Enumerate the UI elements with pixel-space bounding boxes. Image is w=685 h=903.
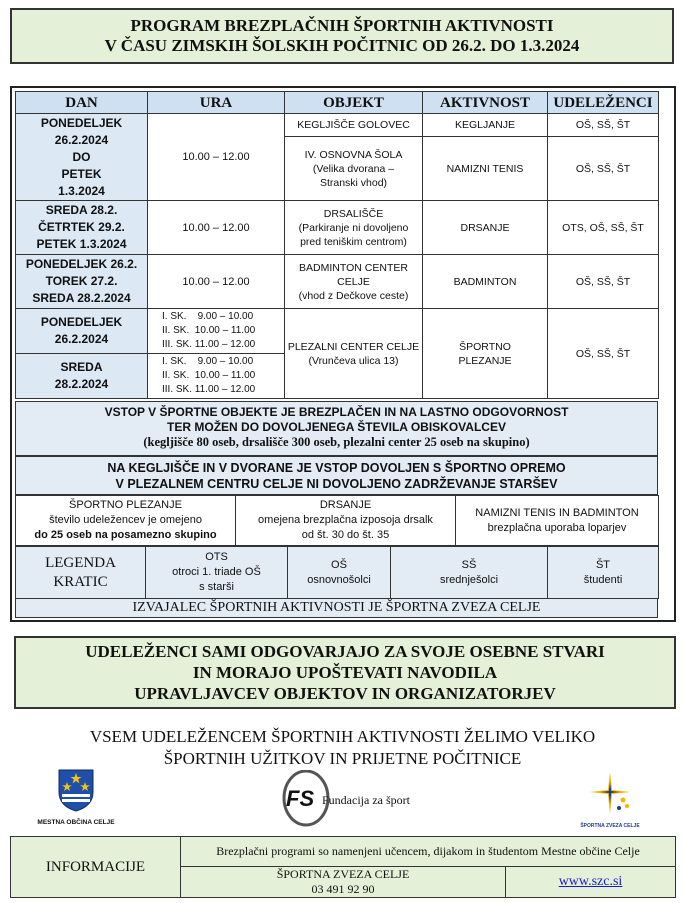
table-row [16, 255, 659, 309]
header-dan: DAN [16, 92, 148, 114]
info-phone: 03 491 92 90 [311, 882, 375, 896]
warning-box [14, 636, 676, 709]
header-ura: URA [148, 92, 285, 114]
venue-cell: PLEZALNI CENTER CELJE (Vrunčeva ulica 13) [285, 309, 423, 399]
szc-logo [580, 770, 640, 829]
participants-cell: OŠ, SŠ, ŠT [548, 309, 659, 399]
celje-logo [36, 768, 116, 826]
participants-cell: OŠ, SŠ, ŠT [548, 255, 659, 309]
warning-line-3: UPRAVLJAVCEV OBJEKTOV IN ORGANIZATORJEV [134, 684, 556, 703]
table-row [16, 201, 659, 255]
venue-cell: DRSALIŠČE (Parkiranje ni dovoljeno pred teniškim centrom) [285, 201, 423, 255]
day-cell: SREDA 28.2. ČETRTEK 29.2. PETEK 1.3.2024 [16, 201, 148, 255]
schedule-table [15, 91, 659, 399]
activity-cell: DRSANJE [423, 201, 548, 255]
equipment-notice [15, 456, 658, 495]
title-box [10, 8, 674, 64]
info-org: ŠPORTNA ZVEZA CELJE [276, 867, 410, 881]
legend-item-ots: OTS otroci 1. triade OŠ s starši [146, 547, 288, 599]
activity-cell: NAMIZNI TENIS [423, 137, 548, 201]
day-cell: SREDA 28.2.2024 [16, 354, 148, 399]
skating-note: DRSANJE omejena brezplačna izposoja drsalk od št. 30 do št. 35 [236, 496, 456, 546]
activity-cell: ŠPORTNO PLEZANJE [423, 309, 548, 399]
info-web-cell [506, 867, 676, 898]
header-udelezenci: UDELEŽENCI [548, 92, 659, 114]
wishes [0, 726, 685, 770]
info-text: Brezplačni programi so namenjeni učencem, dijakom in študentom Mestne občine Celje [181, 837, 676, 867]
legend-item-st: ŠT študenti [548, 547, 659, 599]
warning-line-1: UDELEŽENCI SAMI ODGOVARJAJO ZA SVOJE OSEBNE STVARI [85, 642, 605, 661]
szc-star-icon [585, 770, 635, 816]
legend-item-os: OŠ osnovnošolci [288, 547, 391, 599]
day-cell: PONEDELJEK 26.2. TOREK 27.2. SREDA 28.2.2024 [16, 255, 148, 309]
website-link[interactable]: www.szc.si [558, 873, 623, 889]
venue-cell: BADMINTON CENTER CELJE (vhod z Dečkove ceste) [285, 255, 423, 309]
legend-table [15, 546, 659, 599]
celje-coat-of-arms-icon [56, 768, 96, 812]
provider-line: IZVAJALEC ŠPORTNIH AKTIVNOSTI JE ŠPORTNA ZVEZA CELJE [15, 598, 658, 618]
szc-logo-label: ŠPORTNA ZVEZA CELJE [580, 823, 640, 829]
tennis-note: NAMIZNI TENIS IN BADMINTON brezplačna uporaba loparjev [456, 496, 659, 546]
participants-cell: OŠ, SŠ, ŠT [548, 114, 659, 137]
wishes-line-1: VSEM UDELEŽENCEM ŠPORTNIH AKTIVNOSTI ŽELIMO VELIKO [89, 727, 596, 746]
wishes-line-2: ŠPORTNIH UŽITKOV IN PRIJETNE POČITNICE [163, 749, 522, 768]
venue-cell: KEGLJIŠČE GOLOVEC [285, 114, 423, 137]
day-cell: PONEDELJEK 26.2.2024 DO PETEK 1.3.2024 [16, 114, 148, 201]
equipment-notice-line-1: NA KEGLJIŠČE IN V DVORANE JE VSTOP DOVOLJEN S ŠPORTNO OPREMO [107, 461, 566, 475]
title-line-2: V ČASU ZIMSKIH ŠOLSKIH POČITNIC OD 26.2. DO 1.3.2024 [104, 36, 580, 55]
header-objekt: OBJEKT [285, 92, 423, 114]
participants-cell: OŠ, SŠ, ŠT [548, 137, 659, 201]
entry-notice-line-2: TER MOŽEN DO DOVOLJENEGA ŠTEVILA OBISKOVALCEV [167, 420, 506, 434]
time-cell: 10.00 – 12.00 [148, 114, 285, 201]
svg-text:FS: FS [286, 786, 315, 811]
time-cell: 10.00 – 12.00 [148, 201, 285, 255]
header-aktivnost: AKTIVNOST [423, 92, 548, 114]
activity-cell: BADMINTON [423, 255, 548, 309]
time-cell: I. SK. 9.00 – 10.00 II. SK. 10.00 – 11.00 III. SK. 11.00 – 12.00 [148, 309, 285, 354]
table-row [16, 309, 659, 354]
time-cell: 10.00 – 12.00 [148, 255, 285, 309]
entry-notice [15, 401, 658, 456]
info-title: INFORMACIJE [11, 837, 181, 898]
participants-cell: OTS, OŠ, SŠ, ŠT [548, 201, 659, 255]
warning-line-2: IN MORAJO UPOŠTEVATI NAVODILA [192, 663, 498, 682]
entry-notice-line-1: VSTOP V ŠPORTNE OBJEKTE JE BREZPLAČEN IN NA LASTNO ODGOVORNOST [104, 405, 569, 419]
schedule-header-row [16, 92, 659, 114]
table-row [16, 114, 659, 137]
climbing-note: ŠPORTNO PLEZANJE število udeležencev je omejeno do 25 oseb na posamezno skupino [16, 496, 236, 546]
legend-item-ss: SŠ srednješolci [391, 547, 548, 599]
fundacija-logo [278, 770, 428, 828]
celje-logo-label: MESTNA OBČINA CELJE [37, 819, 115, 826]
legend-title: LEGENDA KRATIC [16, 547, 146, 599]
fundacija-label: Fundacija za šport [322, 793, 410, 807]
info-table [10, 836, 676, 898]
activity-cell: KEGLJANJE [423, 114, 548, 137]
fundacija-fs-icon [278, 770, 428, 828]
day-cell: PONEDELJEK 26.2.2024 [16, 309, 148, 354]
entry-notice-line-3: (kegljišče 80 oseb, drsališče 300 oseb, plezalni center 25 oseb na skupino) [143, 435, 530, 449]
extras-table [15, 495, 659, 546]
equipment-notice-line-2: V PLEZALNEM CENTRU CELJE NI DOVOLJENO ZADRŽEVANJE STARŠEV [115, 477, 558, 491]
title-line-1: PROGRAM BREZPLAČNIH ŠPORTNIH AKTIVNOSTI [130, 16, 554, 35]
info-contact [181, 867, 506, 898]
venue-cell: IV. OSNOVNA ŠOLA (Velika dvorana – Stranski vhod) [285, 137, 423, 201]
time-cell: I. SK. 9.00 – 10.00 II. SK. 10.00 – 11.00 III. SK. 11.00 – 12.00 [148, 354, 285, 399]
